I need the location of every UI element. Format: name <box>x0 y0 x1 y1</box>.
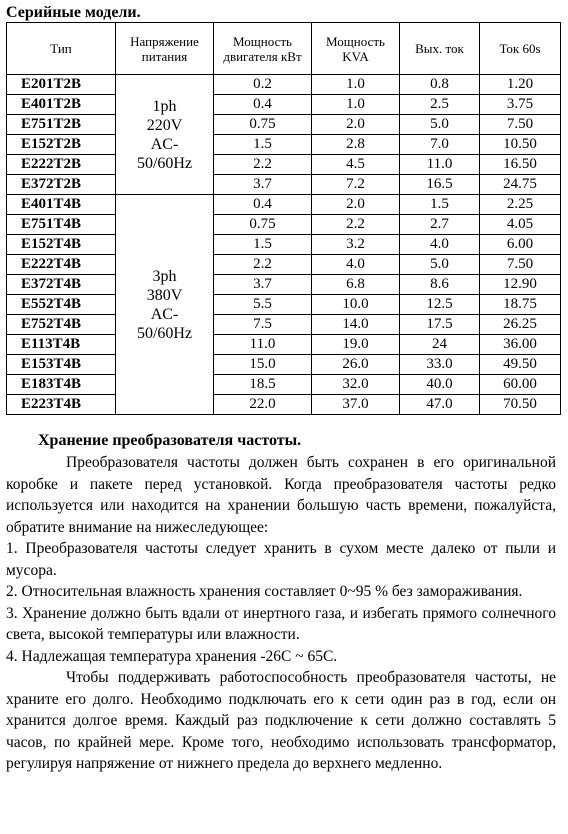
voltage-line: AC- <box>150 135 179 153</box>
table-row <box>7 235 561 255</box>
cell-output-current: 12.5 <box>400 295 480 315</box>
cell-motor-power: 0.75 <box>214 115 312 135</box>
cell-current-60s: 4.05 <box>480 215 561 235</box>
table-row <box>7 155 561 175</box>
cell-type: E223T4B <box>7 395 116 415</box>
models-table <box>6 22 561 415</box>
cell-current-60s: 7.50 <box>480 115 561 135</box>
cell-current-60s: 18.75 <box>480 295 561 315</box>
cell-current-60s: 6.00 <box>480 235 561 255</box>
voltage-line: 220V <box>146 116 183 134</box>
cell-power-kva: 26.0 <box>312 355 400 375</box>
cell-current-60s: 70.50 <box>480 395 561 415</box>
cell-output-current: 7.0 <box>400 135 480 155</box>
cell-type: E751T2B <box>7 115 116 135</box>
table-row <box>7 335 561 355</box>
cell-voltage <box>116 75 214 195</box>
table-body <box>7 75 561 415</box>
header-voltage: Напряжение питания <box>116 23 214 75</box>
cell-output-current: 47.0 <box>400 395 480 415</box>
cell-motor-power: 2.2 <box>214 255 312 275</box>
storage-item: 3. Хранение должно быть вдали от инертного газа, и избегать прямого солнечного света, высокой температуры или влажности. <box>6 604 556 643</box>
cell-current-60s: 3.75 <box>480 95 561 115</box>
cell-power-kva: 2.2 <box>312 215 400 235</box>
cell-current-60s: 36.00 <box>480 335 561 355</box>
cell-power-kva: 37.0 <box>312 395 400 415</box>
storage-text <box>6 452 556 775</box>
cell-output-current: 5.0 <box>400 115 480 135</box>
cell-power-kva: 1.0 <box>312 75 400 95</box>
cell-current-60s: 26.25 <box>480 315 561 335</box>
table-row <box>7 275 561 295</box>
storage-item: 1. Преобразователя частоты следует хранить в сухом месте далеко от пыли и мусора. <box>6 540 556 579</box>
cell-type: E153T4B <box>7 355 116 375</box>
cell-type: E372T2B <box>7 175 116 195</box>
header-motor-power: Мощность двигателя кВт <box>214 23 312 75</box>
cell-type: E401T4B <box>7 195 116 215</box>
cell-current-60s: 49.50 <box>480 355 561 375</box>
cell-output-current: 11.0 <box>400 155 480 175</box>
cell-type: E152T4B <box>7 235 116 255</box>
cell-power-kva: 4.0 <box>312 255 400 275</box>
cell-output-current: 24 <box>400 335 480 355</box>
cell-power-kva: 2.8 <box>312 135 400 155</box>
cell-current-60s: 7.50 <box>480 255 561 275</box>
cell-type: E222T4B <box>7 255 116 275</box>
cell-type: E401T2B <box>7 95 116 115</box>
table-row <box>7 315 561 335</box>
storage-intro: Преобразователя частоты должен быть сохранен в его оригинальной коробке и пакете перед установкой. Когда преобразователя частоты редко используется или находится на хранении большую часть времени, пожалуйста, обратите внимание на нижеследующее: <box>6 454 556 536</box>
cell-current-60s: 16.50 <box>480 155 561 175</box>
storage-closing: Чтобы поддерживать работоспособность преобразователя частоты, не храните его долго. Необходимо подключать его к сети один раз в год, если он хранится долгое время. Каждый раз подключение к сети должно составлять 5 часов, по крайней мере. Кроме того, необходимо использовать трансформатор, регулируя напряжение от нижнего предела до верхнего медленно. <box>6 669 556 772</box>
cell-output-current: 4.0 <box>400 235 480 255</box>
table-header-row <box>7 23 561 75</box>
cell-current-60s: 10.50 <box>480 135 561 155</box>
voltage-line: AC- <box>150 305 179 323</box>
storage-item: 2. Относительная влажность хранения составляет 0~95 % без замораживания. <box>6 583 523 600</box>
cell-power-kva: 6.8 <box>312 275 400 295</box>
cell-power-kva: 32.0 <box>312 375 400 395</box>
voltage-line: 1ph <box>152 97 177 115</box>
cell-type: E372T4B <box>7 275 116 295</box>
cell-motor-power: 22.0 <box>214 395 312 415</box>
table-row <box>7 355 561 375</box>
cell-motor-power: 7.5 <box>214 315 312 335</box>
storage-item: 4. Надлежащая температура хранения -26С ~ 65С. <box>6 647 338 665</box>
table-row <box>7 95 561 115</box>
cell-output-current: 33.0 <box>400 355 480 375</box>
cell-motor-power: 15.0 <box>214 355 312 375</box>
cell-output-current: 17.5 <box>400 315 480 335</box>
cell-current-60s: 24.75 <box>480 175 561 195</box>
cell-output-current: 2.7 <box>400 215 480 235</box>
cell-motor-power: 1.5 <box>214 135 312 155</box>
header-power-kva: Мощность KVA <box>312 23 400 75</box>
cell-type: E183T4B <box>7 375 116 395</box>
cell-type: E752T4B <box>7 315 116 335</box>
cell-current-60s: 1.20 <box>480 75 561 95</box>
cell-power-kva: 4.5 <box>312 155 400 175</box>
voltage-line: 3ph <box>152 267 177 285</box>
cell-motor-power: 3.7 <box>214 175 312 195</box>
cell-power-kva: 3.2 <box>312 235 400 255</box>
cell-type: E222T2B <box>7 155 116 175</box>
cell-type: E152T2B <box>7 135 116 155</box>
cell-motor-power: 18.5 <box>214 375 312 395</box>
cell-power-kva: 2.0 <box>312 195 400 215</box>
cell-power-kva: 19.0 <box>312 335 400 355</box>
cell-motor-power: 0.4 <box>214 195 312 215</box>
cell-output-current: 5.0 <box>400 255 480 275</box>
cell-voltage <box>116 195 214 415</box>
table-row <box>7 375 561 395</box>
page-title: Серийные модели. <box>6 4 141 21</box>
cell-output-current: 16.5 <box>400 175 480 195</box>
table-row <box>7 115 561 135</box>
cell-motor-power: 0.2 <box>214 75 312 95</box>
cell-power-kva: 2.0 <box>312 115 400 135</box>
cell-type: E552T4B <box>7 295 116 315</box>
voltage-line: 380V <box>146 286 183 304</box>
cell-output-current: 2.5 <box>400 95 480 115</box>
cell-power-kva: 10.0 <box>312 295 400 315</box>
table-row <box>7 175 561 195</box>
table-row <box>7 75 561 95</box>
cell-current-60s: 12.90 <box>480 275 561 295</box>
cell-motor-power: 3.7 <box>214 275 312 295</box>
cell-type: E751T4B <box>7 215 116 235</box>
cell-motor-power: 1.5 <box>214 235 312 255</box>
cell-current-60s: 2.25 <box>480 195 561 215</box>
header-type: Тип <box>7 23 116 75</box>
cell-power-kva: 7.2 <box>312 175 400 195</box>
storage-title: Хранение преобразователя частоты. <box>38 432 302 449</box>
cell-motor-power: 5.5 <box>214 295 312 315</box>
voltage-line: 50/60Hz <box>136 154 193 172</box>
cell-motor-power: 11.0 <box>214 335 312 355</box>
table-row <box>7 255 561 275</box>
cell-motor-power: 0.75 <box>214 215 312 235</box>
cell-output-current: 1.5 <box>400 195 480 215</box>
cell-current-60s: 60.00 <box>480 375 561 395</box>
voltage-line: 50/60Hz <box>136 324 193 342</box>
cell-motor-power: 0.4 <box>214 95 312 115</box>
cell-power-kva: 14.0 <box>312 315 400 335</box>
table-row <box>7 135 561 155</box>
cell-output-current: 0.8 <box>400 75 480 95</box>
cell-output-current: 8.6 <box>400 275 480 295</box>
cell-type: E201T2B <box>7 75 116 95</box>
cell-output-current: 40.0 <box>400 375 480 395</box>
table-row <box>7 295 561 315</box>
cell-power-kva: 1.0 <box>312 95 400 115</box>
cell-motor-power: 2.2 <box>214 155 312 175</box>
header-current-60s: Ток 60s <box>480 23 561 75</box>
header-output-current: Вых. ток <box>400 23 480 75</box>
table-row <box>7 395 561 415</box>
cell-type: E113T4B <box>7 335 116 355</box>
table-row <box>7 215 561 235</box>
table-row <box>7 195 561 215</box>
